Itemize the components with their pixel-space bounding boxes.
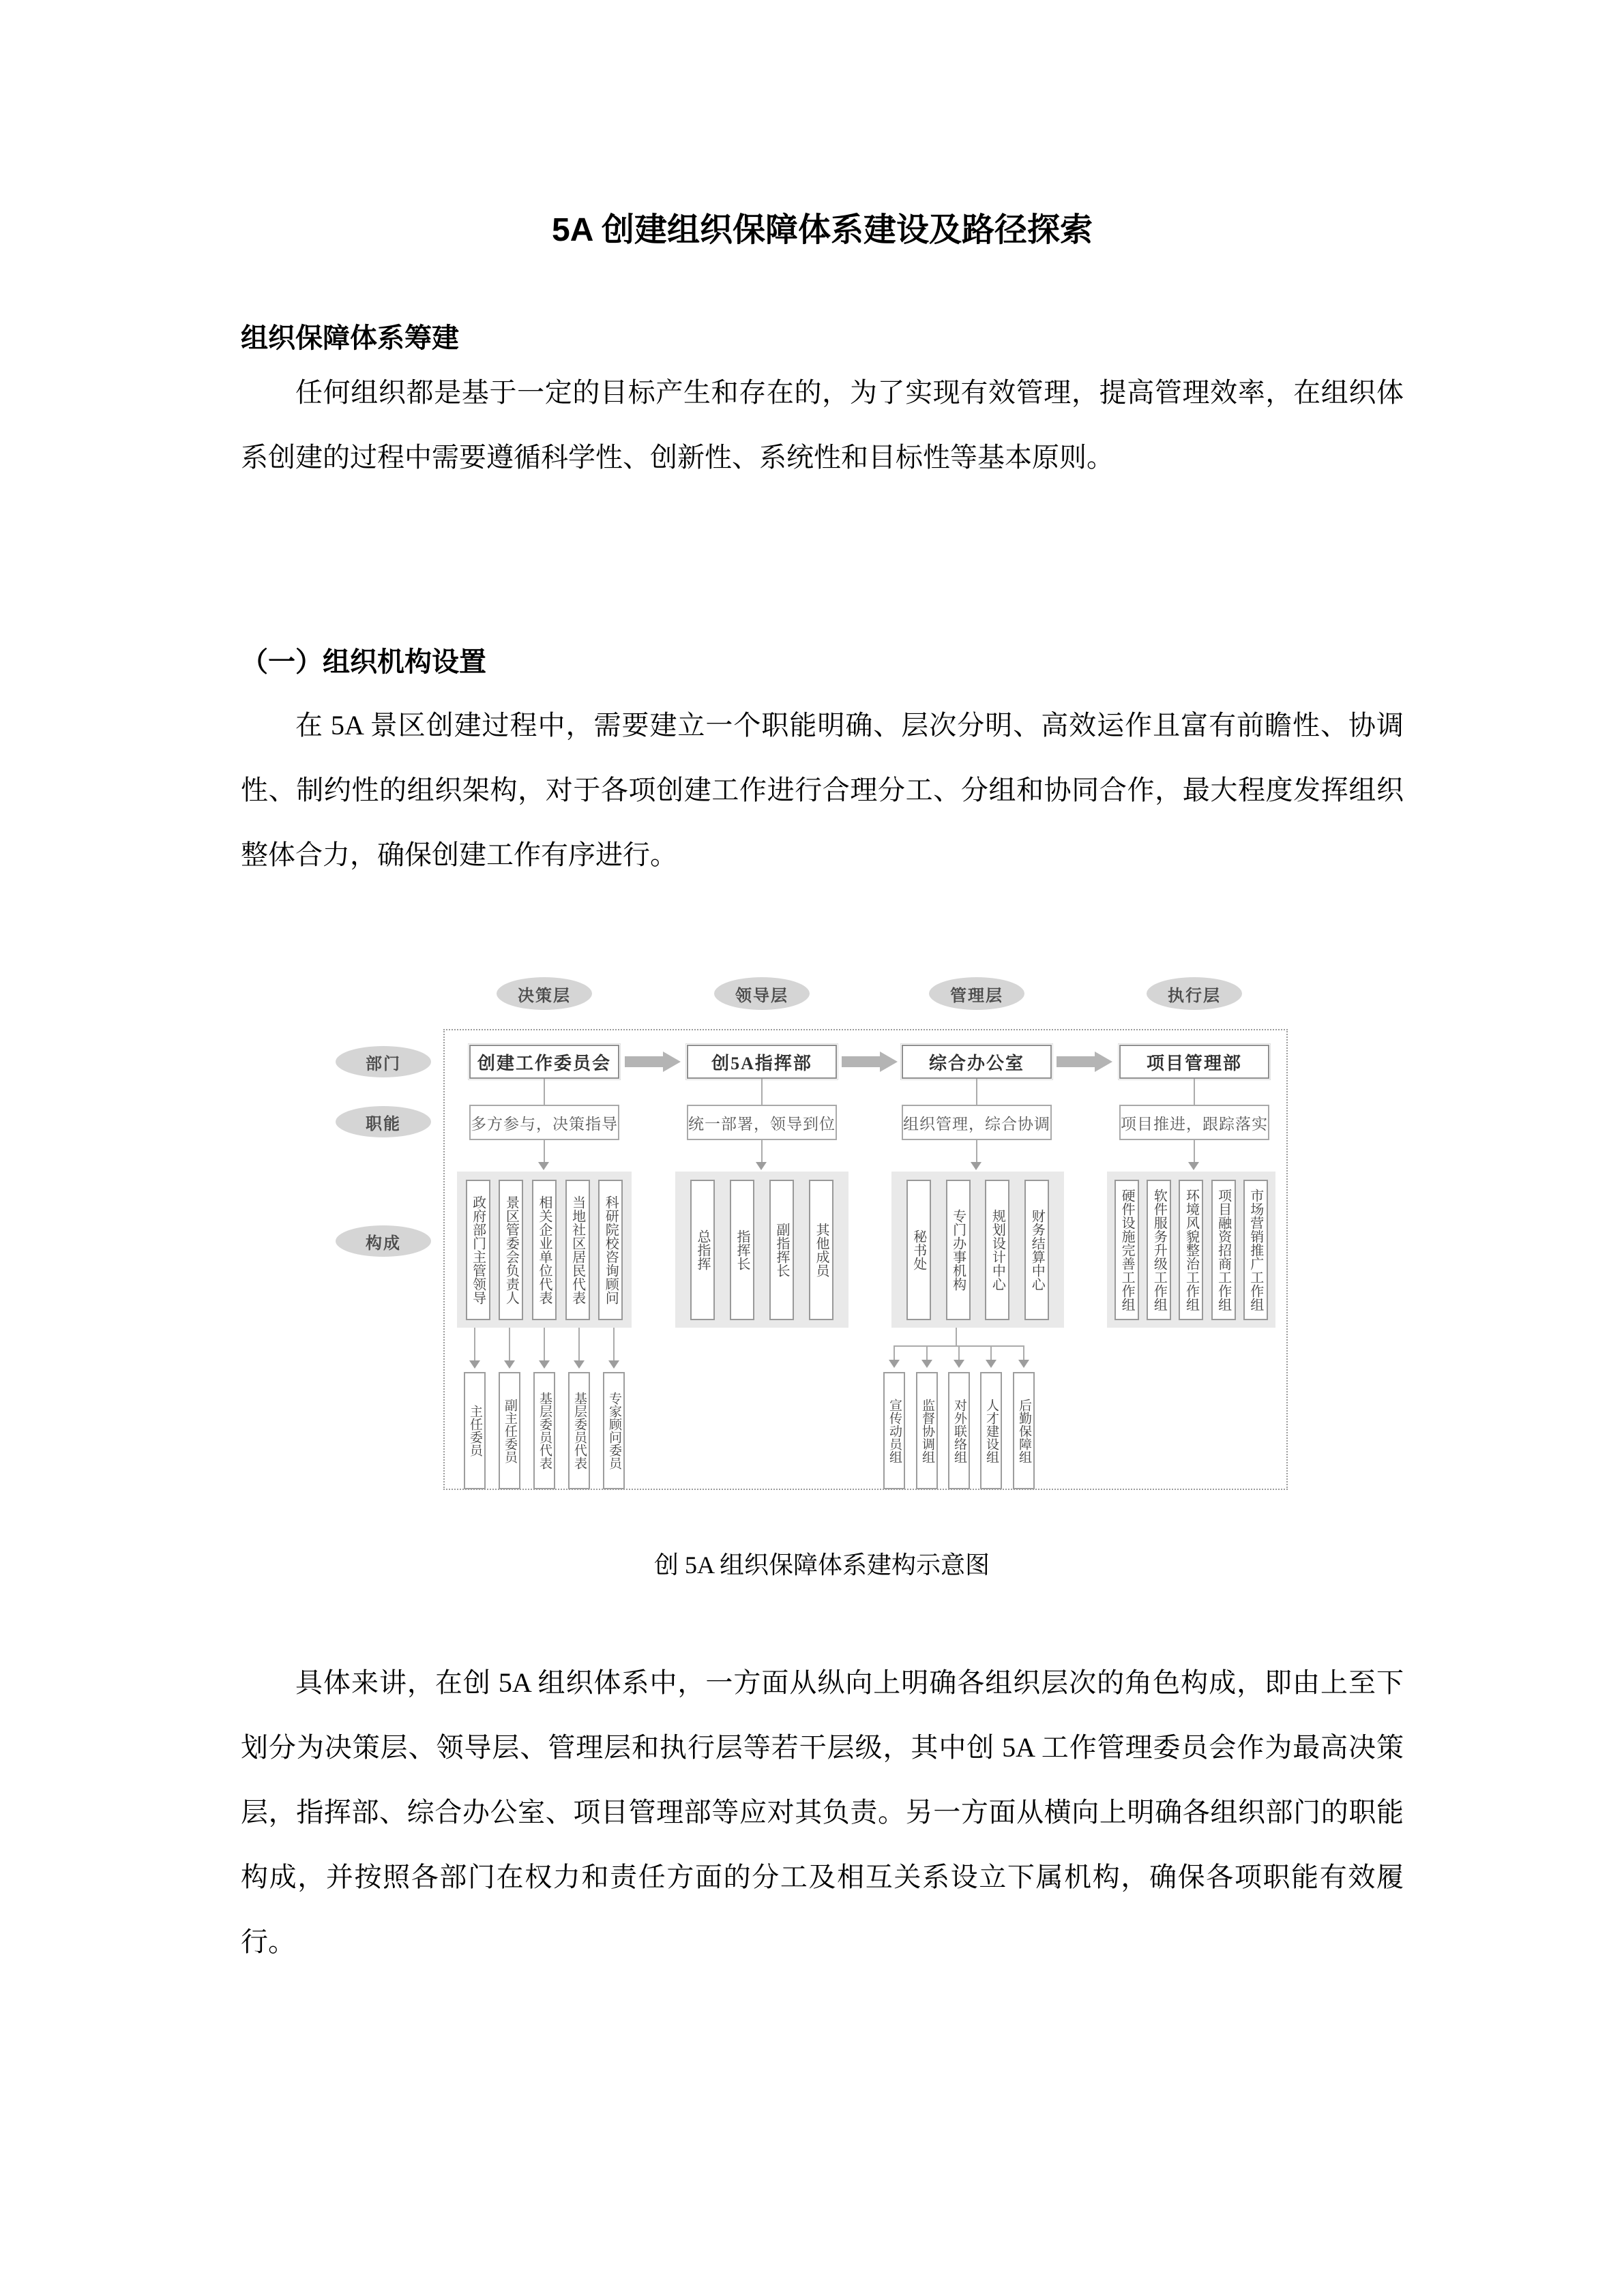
arrow-line bbox=[1194, 1140, 1195, 1163]
arrow-down-icon bbox=[971, 1162, 981, 1170]
member-box: 专门办事机构 bbox=[946, 1180, 971, 1320]
figure-caption: 创 5A 组织保障体系建构示意图 bbox=[653, 1551, 990, 1579]
body-paragraph-1: 任何组织都是基于一定的目标产生和存在的，为了实现有效管理，提高管理效率，在组织体系创建的过程中需要遵循科学性、创新性、系统性和目标性等基本原则。 bbox=[241, 377, 1404, 473]
func-box-committee: 多方参与，决策指导 bbox=[469, 1105, 619, 1140]
arrow-down-icon bbox=[538, 1162, 549, 1170]
arrow-down-icon bbox=[469, 1360, 480, 1369]
block-arrow-1 bbox=[625, 1056, 663, 1067]
block-arrow-2 bbox=[842, 1056, 880, 1067]
connector-line bbox=[1194, 1079, 1195, 1105]
section-heading-2: （一）组织机构设置 bbox=[241, 647, 486, 677]
arrow-down-icon bbox=[889, 1360, 900, 1368]
arrow-line bbox=[544, 1328, 545, 1361]
arrow-down-icon bbox=[608, 1360, 619, 1369]
arrow-line bbox=[474, 1328, 475, 1361]
block-arrow-1-head bbox=[663, 1052, 681, 1072]
block-arrow-3 bbox=[1057, 1056, 1095, 1067]
sub-member-box: 基层委员代表 bbox=[533, 1372, 555, 1489]
member-box: 当地社区居民代表 bbox=[565, 1180, 590, 1320]
composition-panel-committee bbox=[457, 1172, 632, 1328]
row-ellipse-composition: 构成 bbox=[336, 1225, 431, 1257]
composition-panel-office bbox=[891, 1172, 1064, 1328]
member-box: 硬件设施完善工作组 bbox=[1114, 1180, 1139, 1320]
connector-line bbox=[761, 1079, 763, 1105]
sub-member-box: 后勤保障组 bbox=[1013, 1372, 1035, 1489]
dept-box-project: 项目管理部 bbox=[1119, 1045, 1269, 1079]
member-box: 项目融资招商工作组 bbox=[1211, 1180, 1236, 1320]
member-box: 规划设计中心 bbox=[985, 1180, 1009, 1320]
row-ellipse-function: 职能 bbox=[336, 1106, 431, 1137]
dept-box-committee: 创建工作委员会 bbox=[469, 1045, 619, 1079]
arrow-line bbox=[976, 1140, 977, 1163]
arrow-down-icon bbox=[756, 1162, 767, 1170]
row-ellipse-department: 部门 bbox=[336, 1046, 431, 1077]
arrow-line bbox=[544, 1140, 545, 1163]
arrow-line bbox=[958, 1345, 960, 1361]
member-box: 其他成员 bbox=[809, 1180, 833, 1320]
layer-ellipse-executing: 执行层 bbox=[1147, 977, 1242, 1010]
arrow-line bbox=[578, 1328, 580, 1361]
arrow-line bbox=[613, 1328, 615, 1361]
branch-stem-line bbox=[956, 1328, 957, 1345]
connector-line bbox=[544, 1079, 545, 1105]
layer-ellipse-leading: 领导层 bbox=[714, 977, 810, 1010]
member-box: 景区管委会负责人 bbox=[499, 1180, 523, 1320]
sub-member-box: 对外联络组 bbox=[948, 1372, 970, 1489]
composition-panel-headquarter bbox=[675, 1172, 848, 1328]
arrow-down-icon bbox=[1188, 1162, 1199, 1170]
func-box-office: 组织管理，综合协调 bbox=[902, 1105, 1052, 1140]
document-title: 5A 创建组织保障体系建设及路径探索 bbox=[552, 212, 1093, 248]
func-box-project: 项目推进，跟踪落实 bbox=[1119, 1105, 1269, 1140]
arrow-down-icon bbox=[986, 1360, 996, 1368]
dept-box-office: 综合办公室 bbox=[902, 1045, 1052, 1079]
org-chart-figure bbox=[327, 955, 1316, 1534]
arrow-down-icon bbox=[504, 1360, 515, 1369]
member-box: 环境风貌整治工作组 bbox=[1179, 1180, 1203, 1320]
sub-member-box: 主任委员 bbox=[464, 1372, 486, 1489]
sub-member-box: 监督协调组 bbox=[916, 1372, 938, 1489]
layer-ellipse-managing: 管理层 bbox=[929, 977, 1024, 1010]
sub-member-box: 宣传动员组 bbox=[883, 1372, 905, 1489]
section-heading-1: 组织保障体系筹建 bbox=[241, 323, 459, 353]
arrow-line bbox=[761, 1140, 763, 1163]
arrow-down-icon bbox=[1018, 1360, 1029, 1368]
member-box: 政府部门主管领导 bbox=[466, 1180, 490, 1320]
func-box-headquarter: 统一部署，领导到位 bbox=[687, 1105, 837, 1140]
member-box: 副指挥长 bbox=[769, 1180, 794, 1320]
block-arrow-3-head bbox=[1095, 1052, 1112, 1072]
sub-member-box: 专家顾问委员 bbox=[603, 1372, 625, 1489]
layer-ellipse-decision: 决策层 bbox=[497, 977, 592, 1010]
member-box: 总指挥 bbox=[690, 1180, 715, 1320]
member-box: 指挥长 bbox=[730, 1180, 754, 1320]
composition-panel-project bbox=[1107, 1172, 1275, 1328]
body-paragraph-3: 具体来讲，在创 5A 组织体系中，一方面从纵向上明确各组织层次的角色构成，即由上至下划分为决策层、领导层、管理层和执行层等若干层级，其中创 5A 工作管理委员会作为最高决策层，指挥部、综合办公室、项目管理部等应对其负责。另一方面从横向上明确各组织部门的职能构成，并按照各部门在权力和责任方面的分工及相互关系设立下属机构，确保各项职能有效履行。 bbox=[241, 1667, 1404, 1957]
arrow-line bbox=[926, 1345, 928, 1361]
connector-line bbox=[976, 1079, 977, 1105]
arrow-down-icon bbox=[921, 1360, 932, 1368]
arrow-line bbox=[894, 1345, 895, 1361]
arrow-down-icon bbox=[954, 1360, 964, 1368]
arrow-line bbox=[990, 1345, 992, 1361]
member-box: 市场营销推广工作组 bbox=[1243, 1180, 1268, 1320]
dept-box-headquarter: 创5A指挥部 bbox=[687, 1045, 837, 1079]
sub-member-box: 副主任委员 bbox=[499, 1372, 520, 1489]
arrow-down-icon bbox=[574, 1360, 585, 1369]
member-box: 软件服务升级工作组 bbox=[1147, 1180, 1171, 1320]
sub-member-box: 人才建设组 bbox=[980, 1372, 1002, 1489]
block-arrow-2-head bbox=[880, 1052, 898, 1072]
member-box: 科研院校咨询顾问 bbox=[598, 1180, 623, 1320]
body-paragraph-2: 在 5A 景区创建过程中，需要建立一个职能明确、层次分明、高效运作且富有前瞻性、协调性、制约性的组织架构，对于各项创建工作进行合理分工、分组和协同合作，最大程度发挥组织整体合力，确保创建工作有序进行。 bbox=[241, 710, 1404, 870]
arrow-line bbox=[1023, 1345, 1024, 1361]
member-box: 秘书处 bbox=[906, 1180, 931, 1320]
member-box: 财务结算中心 bbox=[1024, 1180, 1049, 1320]
arrow-down-icon bbox=[539, 1360, 550, 1369]
sub-member-box: 基层委员代表 bbox=[568, 1372, 590, 1489]
arrow-line bbox=[509, 1328, 510, 1361]
member-box: 相关企业单位代表 bbox=[532, 1180, 557, 1320]
